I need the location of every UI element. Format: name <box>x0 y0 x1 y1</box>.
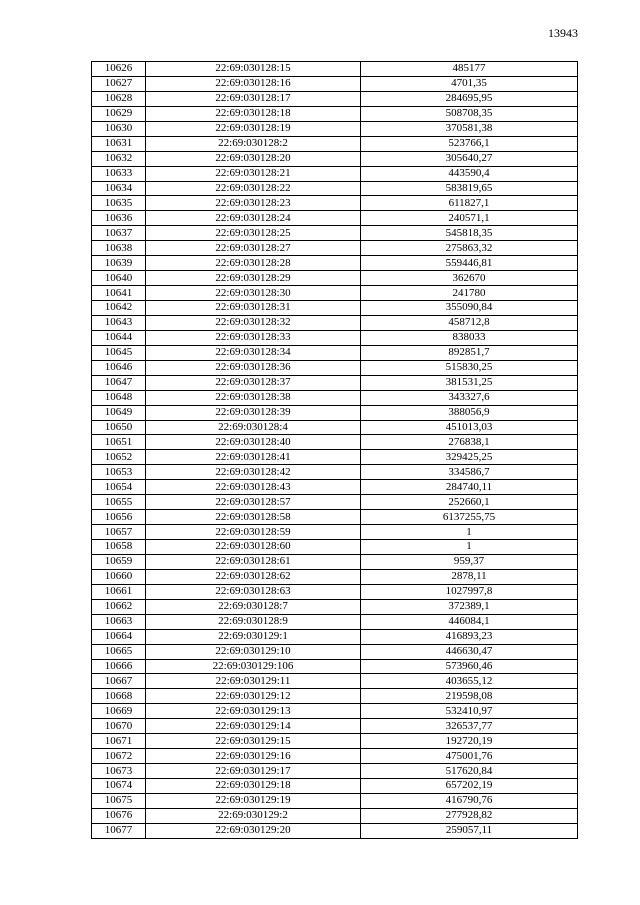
cadastral-value-cell: 1 <box>361 540 578 555</box>
row-number-cell: 10651 <box>92 435 146 450</box>
table-row <box>92 375 578 390</box>
row-number-cell: 10653 <box>92 465 146 480</box>
table-row <box>92 106 578 121</box>
cadastral-value-cell: 657202,19 <box>361 779 578 794</box>
row-number-cell: 10671 <box>92 734 146 749</box>
cadastral-number-cell: 22:69:030129:14 <box>146 719 361 734</box>
cadastral-number-cell: 22:69:030128:27 <box>146 241 361 256</box>
row-number-cell: 10665 <box>92 644 146 659</box>
row-number-cell: 10649 <box>92 405 146 420</box>
cadastral-value-cell: 219598,08 <box>361 689 578 704</box>
cadastral-value-cell: 2878,11 <box>361 569 578 584</box>
row-number-cell: 10630 <box>92 121 146 136</box>
row-number-cell: 10657 <box>92 525 146 540</box>
cadastral-value-cell: 959,37 <box>361 554 578 569</box>
cadastral-value-cell: 559446,81 <box>361 256 578 271</box>
cadastral-value-cell: 403655,12 <box>361 674 578 689</box>
row-number-cell: 10673 <box>92 764 146 779</box>
row-number-cell: 10645 <box>92 345 146 360</box>
cadastral-value-cell: 1027997,8 <box>361 584 578 599</box>
cadastral-value-cell: 326537,77 <box>361 719 578 734</box>
table-row <box>92 405 578 420</box>
cadastral-value-cell: 573960,46 <box>361 659 578 674</box>
row-number-cell: 10667 <box>92 674 146 689</box>
row-number-cell: 10631 <box>92 136 146 151</box>
table-row <box>92 226 578 241</box>
table-row <box>92 540 578 555</box>
cadastral-value-cell: 277928,82 <box>361 808 578 823</box>
cadastral-value-cell: 416893,23 <box>361 629 578 644</box>
row-number-cell: 10652 <box>92 450 146 465</box>
row-number-cell: 10647 <box>92 375 146 390</box>
cadastral-number-cell: 22:69:030128:24 <box>146 211 361 226</box>
table-row <box>92 584 578 599</box>
row-number-cell: 10675 <box>92 793 146 808</box>
cadastral-number-cell: 22:69:030128:15 <box>146 62 361 77</box>
cadastral-number-cell: 22:69:030128:22 <box>146 181 361 196</box>
table-row <box>92 315 578 330</box>
cadastral-number-cell: 22:69:030128:57 <box>146 495 361 510</box>
table-row <box>92 465 578 480</box>
cadastral-number-cell: 22:69:030128:41 <box>146 450 361 465</box>
table-row <box>92 420 578 435</box>
cadastral-value-cell: 611827,1 <box>361 196 578 211</box>
cadastral-number-cell: 22:69:030128:32 <box>146 315 361 330</box>
cadastral-value-cell: 517620,84 <box>361 764 578 779</box>
cadastral-value-cell: 192720,19 <box>361 734 578 749</box>
row-number-cell: 10662 <box>92 599 146 614</box>
table-row <box>92 674 578 689</box>
cadastral-value-cell: 446084,1 <box>361 614 578 629</box>
cadastral-value-cell: 334586,7 <box>361 465 578 480</box>
row-number-cell: 10640 <box>92 271 146 286</box>
cadastral-number-cell: 22:69:030128:23 <box>146 196 361 211</box>
cadastral-number-cell: 22:69:030128:58 <box>146 510 361 525</box>
cadastral-value-cell: 583819,65 <box>361 181 578 196</box>
row-number-cell: 10637 <box>92 226 146 241</box>
table-row <box>92 91 578 106</box>
cadastral-value-cell: 275863,32 <box>361 241 578 256</box>
row-number-cell: 10644 <box>92 330 146 345</box>
cadastral-value-cell: 485177 <box>361 62 578 77</box>
table-row <box>92 181 578 196</box>
cadastral-number-cell: 22:69:030129:19 <box>146 793 361 808</box>
cadastral-number-cell: 22:69:030129:11 <box>146 674 361 689</box>
row-number-cell: 10634 <box>92 181 146 196</box>
row-number-cell: 10636 <box>92 211 146 226</box>
row-number-cell: 10627 <box>92 76 146 91</box>
cadastral-number-cell: 22:69:030128:18 <box>146 106 361 121</box>
cadastral-value-cell: 416790,76 <box>361 793 578 808</box>
cadastral-value-cell: 451013,03 <box>361 420 578 435</box>
cadastral-number-cell: 22:69:030128:36 <box>146 360 361 375</box>
cadastral-value-cell: 523766,1 <box>361 136 578 151</box>
table-row <box>92 121 578 136</box>
table-row <box>92 286 578 301</box>
table-row <box>92 569 578 584</box>
cadastral-value-cell: 284695,95 <box>361 91 578 106</box>
table-row <box>92 629 578 644</box>
cadastral-value-cell: 6137255,75 <box>361 510 578 525</box>
row-number-cell: 10663 <box>92 614 146 629</box>
table-row <box>92 704 578 719</box>
row-number-cell: 10676 <box>92 808 146 823</box>
row-number-cell: 10642 <box>92 301 146 316</box>
cadastral-value-cell: 370581,38 <box>361 121 578 136</box>
row-number-cell: 10655 <box>92 495 146 510</box>
cadastral-number-cell: 22:69:030128:39 <box>146 405 361 420</box>
table-row <box>92 450 578 465</box>
cadastral-number-cell: 22:69:030128:40 <box>146 435 361 450</box>
row-number-cell: 10654 <box>92 480 146 495</box>
table-row <box>92 808 578 823</box>
row-number-cell: 10658 <box>92 540 146 555</box>
cadastral-value-cell: 1 <box>361 525 578 540</box>
cadastral-number-cell: 22:69:030128:20 <box>146 151 361 166</box>
table-row <box>92 779 578 794</box>
table-row <box>92 151 578 166</box>
table-row <box>92 360 578 375</box>
cadastral-number-cell: 22:69:030128:63 <box>146 584 361 599</box>
row-number-cell: 10626 <box>92 62 146 77</box>
row-number-cell: 10628 <box>92 91 146 106</box>
cadastral-number-cell: 22:69:030129:10 <box>146 644 361 659</box>
table-row <box>92 764 578 779</box>
cadastral-value-cell: 329425,25 <box>361 450 578 465</box>
row-number-cell: 10635 <box>92 196 146 211</box>
cadastral-value-cell: 241780 <box>361 286 578 301</box>
cadastral-value-cell: 305640,27 <box>361 151 578 166</box>
cadastral-number-cell: 22:69:030128:7 <box>146 599 361 614</box>
cadastral-value-cell: 240571,1 <box>361 211 578 226</box>
cadastral-number-cell: 22:69:030128:33 <box>146 330 361 345</box>
page-number: 13943 <box>548 26 578 40</box>
cadastral-number-cell: 22:69:030128:60 <box>146 540 361 555</box>
table-row <box>92 76 578 91</box>
cadastral-value-cell: 355090,84 <box>361 301 578 316</box>
cadastral-number-cell: 22:69:030128:37 <box>146 375 361 390</box>
cadastral-number-cell: 22:69:030128:4 <box>146 420 361 435</box>
cadastral-value-table <box>91 61 578 839</box>
cadastral-number-cell: 22:69:030128:61 <box>146 554 361 569</box>
cadastral-number-cell: 22:69:030129:17 <box>146 764 361 779</box>
cadastral-value-cell: 443590,4 <box>361 166 578 181</box>
row-number-cell: 10641 <box>92 286 146 301</box>
cadastral-value-cell: 381531,25 <box>361 375 578 390</box>
table-row <box>92 196 578 211</box>
row-number-cell: 10668 <box>92 689 146 704</box>
cadastral-value-cell: 372389,1 <box>361 599 578 614</box>
row-number-cell: 10664 <box>92 629 146 644</box>
cadastral-value-cell: 362670 <box>361 271 578 286</box>
cadastral-number-cell: 22:69:030129:18 <box>146 779 361 794</box>
row-number-cell: 10670 <box>92 719 146 734</box>
cadastral-number-cell: 22:69:030128:17 <box>146 91 361 106</box>
cadastral-value-cell: 545818,35 <box>361 226 578 241</box>
table-row <box>92 301 578 316</box>
table-row <box>92 525 578 540</box>
cadastral-number-cell: 22:69:030129:13 <box>146 704 361 719</box>
cadastral-number-cell: 22:69:030129:20 <box>146 823 361 838</box>
cadastral-value-cell: 532410,97 <box>361 704 578 719</box>
row-number-cell: 10633 <box>92 166 146 181</box>
row-number-cell: 10650 <box>92 420 146 435</box>
row-number-cell: 10659 <box>92 554 146 569</box>
row-number-cell: 10646 <box>92 360 146 375</box>
row-number-cell: 10674 <box>92 779 146 794</box>
row-number-cell: 10677 <box>92 823 146 838</box>
cadastral-value-cell: 475001,76 <box>361 749 578 764</box>
row-number-cell: 10638 <box>92 241 146 256</box>
row-number-cell: 10639 <box>92 256 146 271</box>
cadastral-value-cell: 892851,7 <box>361 345 578 360</box>
table-row <box>92 480 578 495</box>
row-number-cell: 10656 <box>92 510 146 525</box>
cadastral-number-cell: 22:69:030128:21 <box>146 166 361 181</box>
cadastral-value-cell: 515830,25 <box>361 360 578 375</box>
cadastral-number-cell: 22:69:030129:1 <box>146 629 361 644</box>
cadastral-number-cell: 22:69:030129:106 <box>146 659 361 674</box>
table-body <box>92 62 578 839</box>
cadastral-value-cell: 276838,1 <box>361 435 578 450</box>
cadastral-number-cell: 22:69:030128:59 <box>146 525 361 540</box>
cadastral-number-cell: 22:69:030128:30 <box>146 286 361 301</box>
cadastral-number-cell: 22:69:030128:2 <box>146 136 361 151</box>
table-row <box>92 510 578 525</box>
table-row <box>92 241 578 256</box>
table-row <box>92 823 578 838</box>
row-number-cell: 10660 <box>92 569 146 584</box>
row-number-cell: 10632 <box>92 151 146 166</box>
cadastral-number-cell: 22:69:030129:12 <box>146 689 361 704</box>
table-row <box>92 793 578 808</box>
table-row <box>92 345 578 360</box>
cadastral-number-cell: 22:69:030128:28 <box>146 256 361 271</box>
cadastral-number-cell: 22:69:030128:43 <box>146 480 361 495</box>
cadastral-value-cell: 838033 <box>361 330 578 345</box>
row-number-cell: 10648 <box>92 390 146 405</box>
row-number-cell: 10666 <box>92 659 146 674</box>
table-row <box>92 554 578 569</box>
row-number-cell: 10643 <box>92 315 146 330</box>
table-row <box>92 689 578 704</box>
table-row <box>92 435 578 450</box>
cadastral-value-cell: 252660,1 <box>361 495 578 510</box>
table-row <box>92 166 578 181</box>
cadastral-number-cell: 22:69:030128:16 <box>146 76 361 91</box>
row-number-cell: 10669 <box>92 704 146 719</box>
table-row <box>92 719 578 734</box>
cadastral-number-cell: 22:69:030128:34 <box>146 345 361 360</box>
table-row <box>92 271 578 286</box>
cadastral-number-cell: 22:69:030128:31 <box>146 301 361 316</box>
table-row <box>92 659 578 674</box>
cadastral-value-cell: 388056,9 <box>361 405 578 420</box>
cadastral-number-cell: 22:69:030128:19 <box>146 121 361 136</box>
cadastral-value-cell: 259057,11 <box>361 823 578 838</box>
table-row <box>92 644 578 659</box>
table-row <box>92 390 578 405</box>
cadastral-value-cell: 458712,8 <box>361 315 578 330</box>
cadastral-number-cell: 22:69:030128:9 <box>146 614 361 629</box>
table-row <box>92 256 578 271</box>
cadastral-value-cell: 4701,35 <box>361 76 578 91</box>
table-row <box>92 614 578 629</box>
cadastral-number-cell: 22:69:030128:25 <box>146 226 361 241</box>
table-row <box>92 62 578 77</box>
table-row <box>92 734 578 749</box>
row-number-cell: 10661 <box>92 584 146 599</box>
table-row <box>92 211 578 226</box>
row-number-cell: 10629 <box>92 106 146 121</box>
cadastral-value-cell: 343327,6 <box>361 390 578 405</box>
table-row <box>92 330 578 345</box>
table-row <box>92 495 578 510</box>
table-row <box>92 599 578 614</box>
table-row <box>92 749 578 764</box>
cadastral-number-cell: 22:69:030129:15 <box>146 734 361 749</box>
cadastral-value-cell: 446630,47 <box>361 644 578 659</box>
table-row <box>92 136 578 151</box>
cadastral-value-cell: 508708,35 <box>361 106 578 121</box>
cadastral-number-cell: 22:69:030128:62 <box>146 569 361 584</box>
cadastral-number-cell: 22:69:030128:42 <box>146 465 361 480</box>
cadastral-number-cell: 22:69:030128:29 <box>146 271 361 286</box>
cadastral-number-cell: 22:69:030128:38 <box>146 390 361 405</box>
cadastral-number-cell: 22:69:030129:16 <box>146 749 361 764</box>
cadastral-value-cell: 284740,11 <box>361 480 578 495</box>
cadastral-number-cell: 22:69:030129:2 <box>146 808 361 823</box>
row-number-cell: 10672 <box>92 749 146 764</box>
